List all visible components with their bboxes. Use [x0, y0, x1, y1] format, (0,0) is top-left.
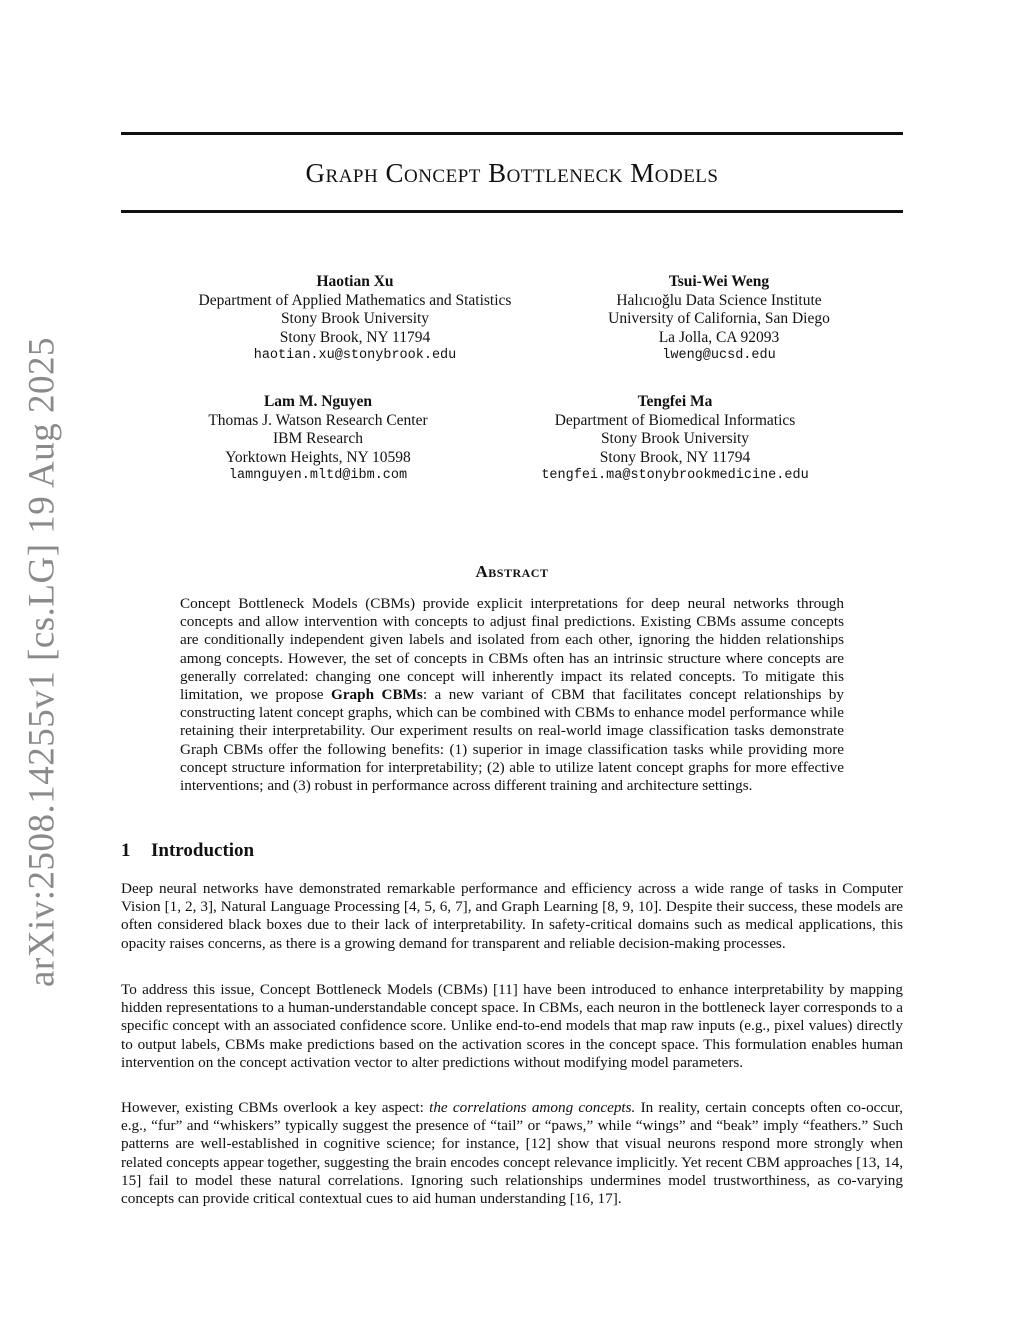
author-block: [170, 393, 466, 486]
author-email: lamnguyen.mltd@ibm.com: [228, 468, 408, 483]
author-email: lweng@ucsd.edu: [662, 348, 776, 363]
author-affiliation: Department of Biomedical Informatics: [554, 411, 796, 429]
abstract-text: Concept Bottleneck Models (CBMs) provide explicit interpretations for deep neural networks through concepts and allow intervention with concepts to adjust final predictions. Existing CBMs assume concepts are conditionally independent given labels and isolated from each other, ignoring the hidden relationships among concepts. However, the set of concepts in CBMs often has an intrinsic structure where concepts are generally correlated: changing one concept will inherently impact its related concepts. To mitigate this limitation, we propose: [180, 595, 844, 704]
section-title: Introduction: [151, 840, 255, 861]
paragraph-emphasis: the correlations among concepts.: [429, 1099, 636, 1116]
author-name: Lam M. Nguyen: [263, 393, 373, 410]
arxiv-stamp: arXiv:2508.14255v1 [cs.LG] 19 Aug 2025: [21, 337, 63, 987]
author-block: [500, 393, 850, 486]
paragraph-text: In reality, certain concepts often co-occur, e.g., “fur” and “whiskers” typically suggest the presence of “tail” or “paws,” while “wings” and “beak” imply “feathers.” Such patterns are well-established in cognitive science; for instance, [12] show that visual neurons respond more strongly when related concepts appear together, suggesting the brain encodes concept relevance implicitly. Yet recent CBM approaches [13, 14, 15] fail to model these natural correlations. Ignoring such relationships undermines model trustworthiness, as co-varying concepts can provide critical contextual cues to aid human understanding [16, 17].: [121, 1099, 903, 1208]
author-name: Haotian Xu: [316, 273, 394, 290]
author-affiliation: Thomas J. Watson Research Center: [208, 411, 428, 429]
author-affiliation: IBM Research: [273, 430, 363, 447]
intro-paragraph: To address this issue, Concept Bottleneck Models (CBMs) [11] have been introduced to enhance interpretability by mapping hidden representations to a human-understandable concept space. In CBMs, each neuron in the bottleneck layer corresponds to a specific concept with an associated confidence score. Unlike end-to-end models that map raw inputs (e.g., pixel values) directly to output labels, CBMs make predictions based on the activation scores in the concept space. This formulation enables human intervention on the concept activation vector to alter predictions without modifying model parameters.: [121, 981, 903, 1071]
section-heading: [121, 840, 254, 862]
author-affiliation: Stony Brook University: [600, 430, 750, 447]
intro-paragraph: [121, 1099, 903, 1208]
author-email: haotian.xu@stonybrook.edu: [253, 348, 457, 363]
author-affiliation: Stony Brook University: [280, 310, 430, 327]
title-rule-top: [121, 132, 903, 135]
author-address: La Jolla, CA 92093: [658, 328, 780, 346]
abstract-bold-term: Graph CBMs: [331, 686, 423, 704]
section-number: 1: [121, 840, 131, 861]
intro-paragraph: Deep neural networks have demonstrated remarkable performance and efficiency across a wide range of tasks in Computer Vision [1, 2, 3], Natural Language Processing [4, 5, 6, 7], and Graph Learning [8, 9, 10]. Despite their success, these models are often considered black boxes due to their lack of interpretability. In safety-critical domains such as medical applications, this opacity raises concerns, as there is a growing demand for transparent and reliable decision-making processes.: [121, 880, 903, 952]
author-name: Tsui-Wei Weng: [668, 273, 770, 290]
abstract-text: : a new variant of CBM that facilitates concept relationships by constructing latent concept graphs, which can be combined with CBMs to enhance model performance while retaining their interpretability. Our experiment results on real-world image classification tasks demonstrate Graph CBMs offer the following benefits: (1) superior in image classification tasks while providing more concept structure information for interpretability; (2) able to utilize latent concept graphs for more effective interventions; and (3) robust in performance across different training and architecture settings.: [180, 686, 844, 795]
paragraph-text: However, existing CBMs overlook a key aspect:: [121, 1099, 430, 1116]
abstract-heading: Abstract: [475, 562, 549, 581]
author-address: Stony Brook, NY 11794: [599, 448, 751, 466]
author-affiliation: University of California, San Diego: [608, 310, 830, 327]
author-affiliation: Halıcıoğlu Data Science Institute: [616, 291, 822, 309]
author-address: Yorktown Heights, NY 10598: [225, 448, 411, 466]
paper-title: Graph Concept Bottleneck Models: [305, 158, 719, 188]
author-affiliation: Department of Applied Mathematics and Statistics: [198, 291, 512, 309]
title-rule-bottom: [121, 210, 903, 213]
author-address: Stony Brook, NY 11794: [279, 328, 431, 346]
author-block: [569, 273, 869, 366]
author-email: tengfei.ma@stonybrookmedicine.edu: [541, 468, 809, 483]
author-block: [155, 273, 555, 366]
abstract-body: [180, 595, 844, 795]
author-name: Tengfei Ma: [637, 393, 713, 410]
